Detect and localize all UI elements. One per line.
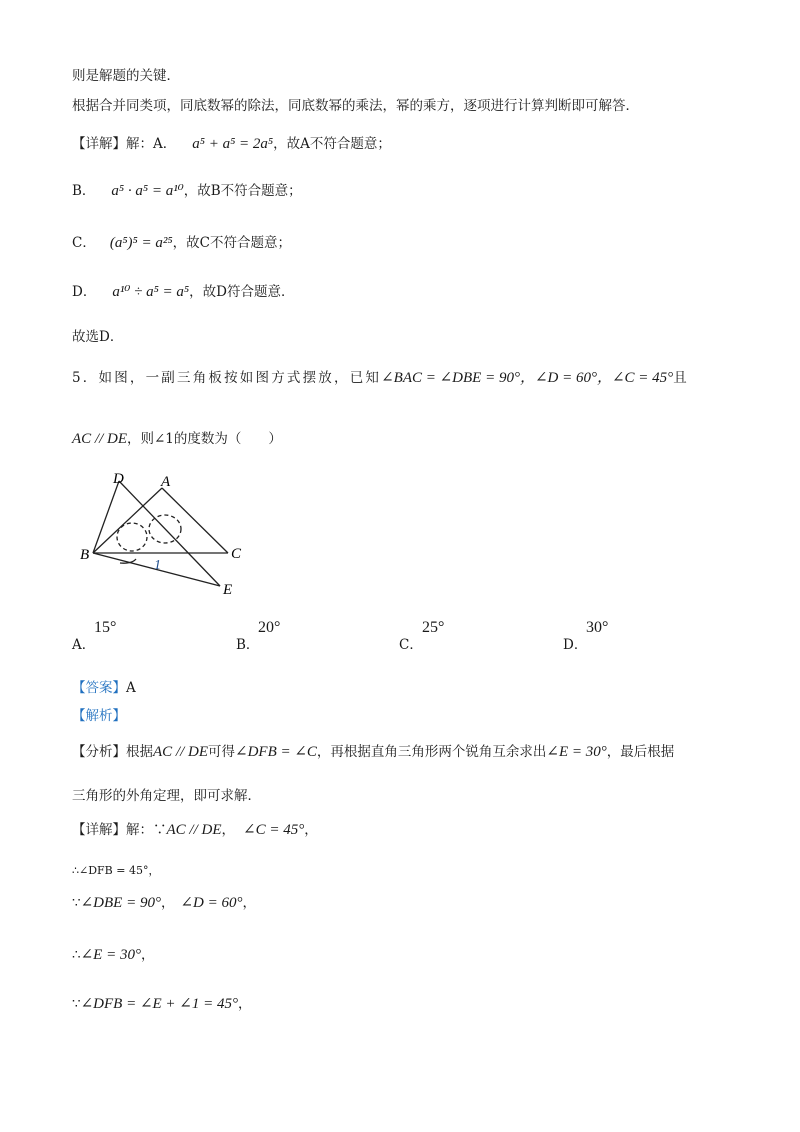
- q5-math: ∠BAC = ∠DBE = 90°，∠D = 60°，∠C = 45°: [381, 370, 674, 386]
- choose-line: 故选D．: [72, 329, 124, 345]
- q5-question: ，则∠1的度数为（ ）: [127, 431, 282, 447]
- q5-text: 5．如图，一副三角板按如图方式摆放，已知: [72, 370, 382, 386]
- detail2-step2-math: ∠DBE = 90°: [80, 895, 161, 911]
- detail2-comma2: ，: [304, 822, 318, 838]
- option-a-label: A．: [72, 637, 96, 653]
- detail-option-a: [72, 132, 391, 153]
- edge-ac: [162, 488, 228, 553]
- expr-d-tail: ，故D符合题意．: [189, 284, 295, 300]
- analysis-line: [72, 704, 126, 724]
- fenxi-text3: ，再根据直角三角形两个锐角互余求出: [316, 744, 547, 760]
- question5-line2: [72, 427, 282, 448]
- detail2-step2-end: ，: [242, 895, 256, 911]
- expr-a-tail: ，故A不符合题意；: [273, 136, 391, 152]
- expr-b: a⁵ · a⁵ = a¹⁰: [111, 183, 184, 199]
- detail2-step2: [72, 891, 256, 912]
- detail2-math1: AC // DE: [166, 822, 222, 838]
- option-c-value: 25°: [422, 619, 445, 636]
- because-symbol-2: ∵: [72, 996, 81, 1012]
- fenxi-text4: ，最后根据: [606, 744, 675, 760]
- option-c-label: C．: [399, 637, 423, 653]
- detail2-prefix: 【详解】解：∵: [72, 822, 167, 838]
- detail-option-d: [72, 280, 294, 301]
- label-c: C．: [72, 235, 96, 251]
- detail-option-b: [72, 179, 302, 200]
- option-d-value: 30°: [586, 619, 609, 636]
- fenxi-math3: ∠E = 30°: [546, 744, 607, 760]
- label-d: D．: [72, 284, 97, 300]
- fenxi-line2: 三角形的外角定理，即可求解．: [72, 788, 261, 804]
- detail2-step3-end: ，: [140, 947, 155, 963]
- answer-line: [72, 676, 136, 696]
- option-a-value: 15°: [94, 619, 117, 636]
- detail-option-c: [72, 231, 291, 252]
- expr-c-tail: ，故C不符合题意；: [172, 235, 291, 251]
- triangle-figure: [80, 465, 270, 600]
- label-angle-1: 1: [154, 558, 161, 573]
- detail2-step4-math: ∠DFB = ∠E + ∠1 = 45°: [80, 996, 238, 1012]
- label-point-d: D: [113, 471, 124, 487]
- label-point-c: C: [231, 546, 242, 562]
- q5-parallel: AC // DE: [72, 431, 127, 447]
- fenxi-math2: ∠DFB = ∠C: [235, 744, 317, 760]
- detail2-step2-mid: ，: [160, 895, 175, 911]
- fenxi-tag: 【分析】: [72, 744, 126, 760]
- detail-prefix: 【详解】解：A．: [72, 136, 177, 152]
- detail2-step1: ∴∠DFB = 45°，: [72, 864, 160, 877]
- detail2-step3: [72, 943, 154, 964]
- fenxi-line1: [72, 740, 674, 761]
- q5-tail: 且: [673, 370, 689, 386]
- option-b-label: B．: [236, 637, 260, 653]
- detail2-step3-math: ∠E = 30°: [80, 947, 141, 963]
- question5-line1: [72, 366, 689, 387]
- edge-db: [93, 481, 119, 553]
- therefore-symbol: ∴: [72, 947, 81, 963]
- fenxi-math1: AC // DE: [153, 744, 208, 760]
- detail2-step4: [72, 992, 251, 1013]
- answer-tag: 【答案】: [72, 680, 126, 696]
- edge-de: [119, 481, 220, 586]
- option-b-value: 20°: [258, 619, 281, 636]
- because-symbol: ∵: [72, 895, 81, 911]
- dashed-circle-left: [117, 523, 147, 551]
- label-point-a: A: [161, 474, 171, 490]
- answer-value: A: [126, 680, 136, 696]
- expr-d: a¹⁰ ÷ a⁵ = a⁵: [112, 284, 190, 300]
- expr-c: (a⁵)⁵ = a²⁵: [109, 235, 173, 251]
- edge-ba: [93, 488, 162, 553]
- text-line-approach: 根据合并同类项，同底数幂的除法，同底数幂的乘法，幂的乘方，逐项进行计算判断即可解答．: [72, 98, 639, 114]
- option-d-label: D．: [563, 637, 588, 653]
- detail2-comma1: ，: [221, 822, 235, 838]
- detail2-step4-end: ，: [237, 996, 252, 1012]
- analysis-tag: 【解析】: [72, 708, 126, 724]
- detail2-step2-math2: ∠D = 60°: [180, 895, 243, 911]
- detail2-line1: [72, 818, 318, 839]
- fenxi-text1: 根据: [126, 744, 153, 760]
- detail2-math2: ∠C = 45°: [243, 822, 305, 838]
- text-line-conclusion: 则是解题的关键．: [72, 68, 180, 84]
- label-b: B．: [72, 183, 96, 199]
- expr-a: a⁵ + a⁵ = 2a⁵: [192, 136, 274, 152]
- expr-b-tail: ，故B不符合题意；: [183, 183, 302, 199]
- label-point-e: E: [223, 582, 233, 598]
- label-point-b: B: [80, 547, 90, 563]
- fenxi-text2: 可得: [208, 744, 235, 760]
